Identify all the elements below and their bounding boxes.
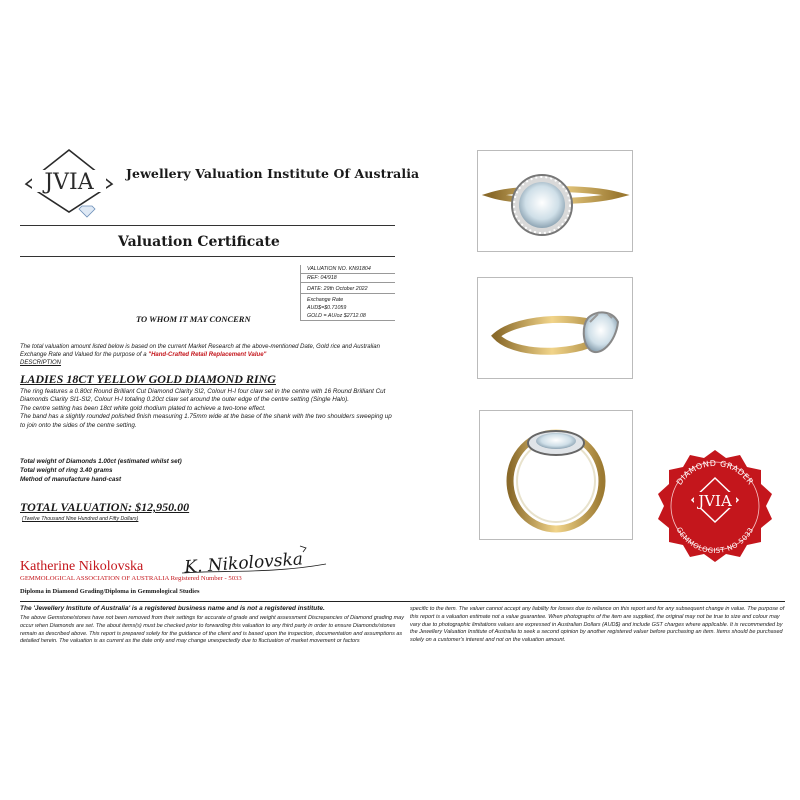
jvia-logo [20,148,118,220]
diamond-icon [79,206,95,217]
ring-photo-top [479,410,633,540]
description-line: The band has a slightly rounded polished finish measuring 1.75mm wide at the base of the shank with the two shoulders sweeping up to join onto the sides of the centre setting. [20,413,392,429]
valuer-diploma: Diploma in Diamond Grading/Diploma in Gemmological Studies [20,588,200,595]
diamond-grader-seal [650,440,780,570]
aud-rate: AUD$=$0.71059 [307,305,347,311]
diamond-weight: Total weight of Diamonds 1.00ct (estimated whilst set) [20,458,182,465]
valuation-number: VALUATION NO. KN91804 [301,265,395,274]
ring-photo-side [477,277,633,379]
intro-text: The total valuation amount listed below is based on the current Market Research at the above-mentioned Date, Gold rice and Australian Exchange Rate and Valued for the purpose of a [20,344,380,358]
divider [20,256,395,257]
handwritten-signature [180,540,330,580]
valuer-name: Katherine Nikolovska [20,559,144,574]
disclaimer-right: specific to the item. The valuer cannot accept any liability for losses due to reliance on this report and for any subsequent change in value. The purpose of this report is a valuation estimate not a value guarantee. When photographs of the item are supplied, the original may not be true to size and colour may vary due to photographic limitations values are expressed in Australian Dollars (AUD$) and include GST charges where applicable. It is recommended by the Jewellery Valuation Institute of Australia to seek a second opinion by another registered valuer before purchasing an item. Items should be purchased solely on a customer's interest and not on the valuation amount. [410,606,785,644]
valuation-info-box [300,265,395,321]
intro-paragraph [20,343,390,367]
organisation-name: Jewellery Valuation Institute Of Australia [126,166,420,181]
manufacture-method: Method of manufacture hand-cast [20,476,122,483]
disclaimer-heading: The 'Jewellery Institute of Australia' is a registered business name and is not a registered institute. [20,605,325,612]
valuation-purpose: "Hand-Crafted Retail Replacement Value" [148,352,267,358]
ring-front-image [478,151,632,251]
certificate-title: Valuation Certificate [118,234,280,250]
svg-text:K. Nikolovska: K. Nikolovska [183,549,304,578]
reference: REF: 04/918 [301,274,395,283]
description-line: The ring features a 0.80ct Round Brilliant Cut Diamond Clarity SI2, Colour H-I four claw set in the centre with 16 Round Brilliant Cut Diamonds Clarity SI1-SI2, Colour H-I totaling 0.20ct claw set around the outer edge of the centre setting (Single Halo). [20,388,386,404]
divider [20,601,785,602]
item-weights [20,457,182,484]
description-line: The centre setting has been 18ct white gold rhodium plated to achieve a two-tone effect. [20,404,266,412]
exchange-label: Exchange Rate [307,297,344,303]
svg-text:GEMMOLOGIST NO 5033: GEMMOLOGIST NO 5033 [674,526,756,556]
ring-weight: Total weight of ring 3.40 grams [20,467,113,474]
ring-side-image [478,278,632,378]
svg-text:JVIA: JVIA [698,492,732,510]
svg-text:JVIA: JVIA [44,170,94,195]
valuer-block [20,555,143,575]
association-registration: GEMMOLOGICAL ASSOCIATION OF AUSTRALIA Registered Number - 5033 [20,575,242,582]
description-label: DESCRIPTION [20,360,62,366]
salutation: TO WHOM IT MAY CONCERN [136,314,251,324]
total-in-words: (Twelve Thousand Nine Hundred and Fifty Dollars) [22,516,139,522]
svg-text:DIAMOND GRADER: DIAMOND GRADER [674,458,756,487]
gold-rate: GOLD = AU/oz $2712.08 [301,312,395,321]
total-valuation: TOTAL VALUATION: $12,950.00 [20,500,190,514]
divider [20,225,395,226]
valuation-date: DATE: 29th October 2022 [301,283,395,294]
item-title: LADIES 18CT YELLOW GOLD DIAMOND RING [20,372,276,386]
disclaimer-left: The above Gemstone/stones have not been removed from their settings for accurate of grade and weight assessment Discrepancies of Diamond grading may occur when Diamonds are set. The about items(s) must be checked prior to forwarding this valuation to any third party in order to ensure Diamonds/stones remain as described above. This report is prepared solely for the guidance of the client and is based upon the inspection, documentation and assumptions as detailed herein. The valuation is as current as the date only and may change unexpectedly due to fluctuation of market movement or factors [20,615,404,645]
ring-top-image [480,411,632,539]
item-description [20,388,392,430]
ring-photo-front [477,150,633,252]
